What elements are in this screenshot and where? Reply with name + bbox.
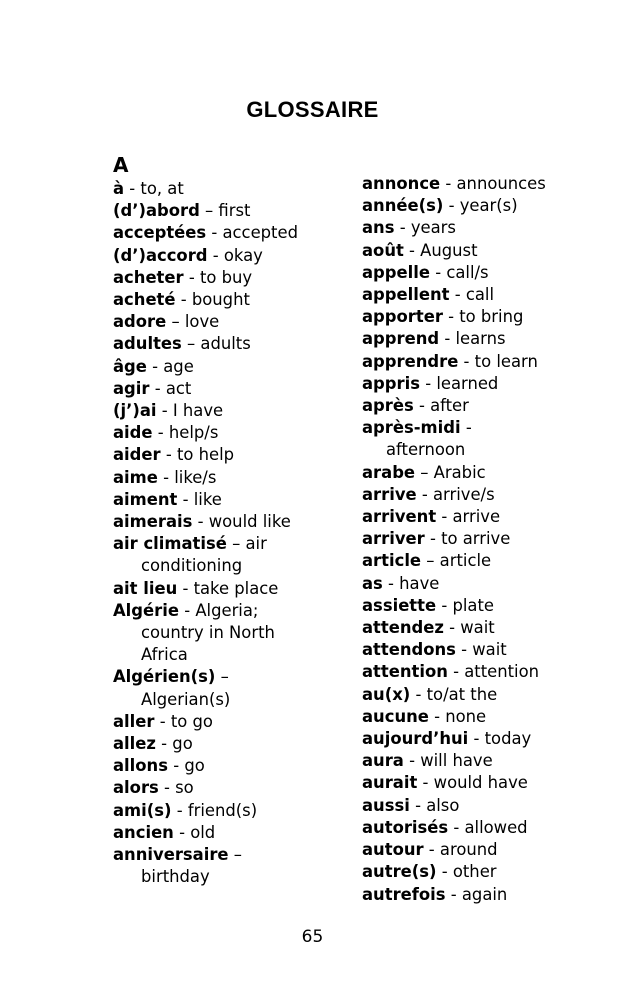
glossary-entry [113, 222, 353, 244]
glossary-definition: - to buy [183, 267, 253, 287]
glossary-term: attention [362, 662, 448, 682]
glossary-definition: – article [421, 551, 492, 571]
glossary-entry [362, 661, 612, 683]
glossary-term: apporter [362, 307, 443, 327]
glossary-term: (d’)abord [113, 201, 200, 221]
glossary-entry [113, 755, 353, 777]
glossary-definition: - to learn [458, 351, 538, 371]
glossary-definition: - will have [403, 751, 493, 771]
glossary-term: aider [113, 445, 161, 465]
glossary-entry [113, 467, 353, 489]
glossary-definition-continuation: afternoon [386, 440, 466, 460]
glossary-definition: - August [403, 240, 478, 260]
glossary-entry [362, 595, 612, 617]
glossary-definition: - bought [175, 290, 250, 310]
glossary-entry [362, 195, 612, 217]
glossary-entry [113, 711, 353, 733]
glossary-term: agir [113, 378, 150, 398]
glossary-term: alors [113, 778, 159, 798]
glossary-right-column [362, 173, 612, 906]
glossary-definition: - help/s [152, 423, 219, 443]
glossary-term: ait lieu [113, 578, 178, 598]
glossary-definition: - age [146, 356, 194, 376]
glossary-entry [362, 462, 612, 484]
glossary-definition: - today [468, 729, 532, 749]
glossary-term: aucune [362, 706, 429, 726]
section-letter: A [113, 153, 129, 177]
glossary-entry [362, 173, 612, 195]
glossary-term: appellent [362, 285, 450, 305]
glossary-term: allons [113, 756, 168, 776]
glossary-definition: - year(s) [443, 196, 518, 216]
glossary-term: attendons [362, 640, 456, 660]
glossary-entry [113, 666, 353, 710]
glossary-definition: - announces [440, 174, 546, 193]
glossary-entry [113, 378, 353, 400]
glossary-definition: - Algeria; [178, 600, 259, 620]
glossary-entry [113, 200, 353, 222]
glossary-term: adultes [113, 334, 182, 354]
glossary-term: acceptées [113, 223, 207, 243]
glossary-definition: - to arrive [424, 529, 511, 549]
glossary-definition: - have [382, 573, 440, 593]
glossary-definition: - none [428, 706, 487, 726]
glossary-definition: - go [167, 756, 205, 776]
glossary-term: âge [113, 356, 147, 376]
glossary-term: aussi [362, 795, 410, 815]
glossary-definition: – [228, 845, 242, 865]
glossary-term: à [113, 179, 125, 198]
glossary-term: autorisés [362, 817, 449, 837]
glossary-term: aura [362, 751, 404, 771]
glossary-definition-continuation: country in North [141, 623, 275, 643]
glossary-definition: – [215, 667, 229, 687]
glossary-term: appelle [362, 262, 430, 282]
glossary-term: annonce [362, 174, 441, 193]
glossary-definition-continuation: Algerian(s) [141, 689, 231, 709]
glossary-definition: - learns [439, 329, 506, 349]
glossary-definition: - old [173, 822, 216, 842]
glossary-entry [362, 328, 612, 350]
glossary-definition: - attention [447, 662, 540, 682]
glossary-term: (d’)accord [113, 245, 208, 265]
glossary-entry [362, 217, 612, 239]
glossary-entry [113, 844, 353, 888]
glossary-term: ami(s) [113, 800, 172, 820]
glossary-entry [113, 777, 353, 799]
page-title: GLOSSAIRE [246, 97, 379, 122]
glossary-entry [113, 178, 353, 200]
glossary-definition: - [460, 418, 472, 438]
glossary-entry [113, 733, 353, 755]
glossary-term: ancien [113, 822, 174, 842]
glossary-term: Algérien(s) [113, 667, 216, 687]
glossary-entry [113, 533, 353, 577]
glossary-term: adore [113, 312, 167, 332]
glossary-term: autre(s) [362, 862, 437, 882]
glossary-term: aimerais [113, 512, 193, 532]
glossary-entry [362, 506, 612, 528]
glossary-entry [362, 550, 612, 572]
glossary-entry [113, 422, 353, 444]
glossary-definition: - around [423, 840, 498, 860]
glossary-entry [362, 884, 612, 906]
glossary-term: allez [113, 734, 156, 754]
glossary-entry [362, 617, 612, 639]
glossary-term: août [362, 240, 404, 260]
glossary-definition: - to go [154, 711, 213, 731]
glossary-entry [362, 750, 612, 772]
glossary-term: aurait [362, 773, 418, 793]
glossary-entry [362, 684, 612, 706]
glossary-entry [362, 484, 612, 506]
glossary-term: apprendre [362, 351, 459, 371]
glossary-definition: - also [409, 795, 460, 815]
glossary-entry [113, 511, 353, 533]
glossary-definition: - would have [417, 773, 528, 793]
glossary-definition: - call/s [430, 262, 489, 282]
glossary-definition: - go [155, 734, 193, 754]
glossary-entry [362, 706, 612, 728]
glossary-entry [362, 395, 612, 417]
glossary-definition: - arrive [436, 507, 501, 527]
glossary-definition: – love [166, 312, 220, 332]
glossary-term: (j’)ai [113, 401, 157, 421]
glossary-definition: - after [413, 396, 469, 416]
glossary-entry [362, 772, 612, 794]
glossary-term: acheté [113, 290, 176, 310]
glossary-entry [113, 489, 353, 511]
glossary-entry [113, 400, 353, 422]
glossary-term: attendez [362, 618, 444, 638]
glossary-entry [113, 333, 353, 355]
glossary-definition-continuation: conditioning [141, 556, 243, 576]
glossary-entry [113, 600, 353, 667]
glossary-definition: - arrive/s [416, 484, 495, 504]
glossary-term: après [362, 396, 414, 416]
glossary-definition: - okay [207, 245, 263, 265]
glossary-entry [362, 839, 612, 861]
glossary-entry [362, 795, 612, 817]
glossary-term: arrive [362, 484, 417, 504]
glossary-entry [362, 240, 612, 262]
glossary-left-column [113, 178, 353, 889]
glossary-entry [362, 728, 612, 750]
glossary-definition: - other [436, 862, 497, 882]
glossary-term: assiette [362, 595, 437, 615]
glossary-term: aujourd’hui [362, 729, 469, 749]
glossary-definition: - accepted [206, 223, 298, 243]
glossary-definition-continuation: Africa [141, 645, 188, 665]
glossary-definition: - so [158, 778, 194, 798]
glossary-term: as [362, 573, 383, 593]
glossary-entry [113, 578, 353, 600]
glossary-definition-continuation: birthday [141, 867, 210, 887]
glossary-definition: - like/s [157, 467, 217, 487]
glossary-entry [362, 573, 612, 595]
glossary-definition: - wait [455, 640, 507, 660]
glossary-definition: - to help [160, 445, 235, 465]
glossary-entry [362, 306, 612, 328]
glossary-term: aime [113, 467, 158, 487]
glossary-definition: - act [149, 378, 192, 398]
glossary-entry [113, 267, 353, 289]
glossary-entry [362, 528, 612, 550]
glossary-term: arriver [362, 529, 425, 549]
glossary-definition: – air [226, 534, 267, 554]
page-number: 65 [301, 927, 324, 947]
glossary-definition: - years [394, 218, 456, 238]
glossary-entry [362, 373, 612, 395]
glossary-term: année(s) [362, 196, 444, 216]
glossary-entry [113, 800, 353, 822]
glossary-term: appris [362, 373, 420, 393]
glossary-definition: - allowed [448, 817, 528, 837]
glossary-definition: - I have [156, 401, 224, 421]
glossary-definition: - friend(s) [171, 800, 258, 820]
glossary-definition: - plate [436, 595, 494, 615]
glossary-term: air climatisé [113, 534, 227, 554]
glossary-term: après-midi [362, 418, 461, 438]
glossary-entry [113, 356, 353, 378]
glossary-entry [113, 822, 353, 844]
glossary-term: acheter [113, 267, 184, 287]
glossary-entry [113, 289, 353, 311]
glossary-term: article [362, 551, 422, 571]
glossary-entry [362, 639, 612, 661]
glossary-definition: - again [445, 884, 508, 904]
glossary-term: au(x) [362, 684, 411, 704]
glossary-entry [362, 817, 612, 839]
glossary-definition: – Arabic [415, 462, 486, 482]
glossary-entry [362, 262, 612, 284]
glossary-entry [113, 311, 353, 333]
glossary-definition: - take place [177, 578, 279, 598]
glossary-entry [362, 284, 612, 306]
glossary-term: Algérie [113, 600, 179, 620]
glossary-term: autour [362, 840, 424, 860]
glossary-definition: - call [449, 285, 494, 305]
glossary-definition: – adults [181, 334, 251, 354]
glossary-term: arabe [362, 462, 416, 482]
glossary-term: autrefois [362, 884, 446, 904]
glossary-entry [113, 245, 353, 267]
glossary-term: ans [362, 218, 395, 238]
glossary-term: anniversaire [113, 845, 229, 865]
glossary-term: arrivent [362, 507, 437, 527]
glossary-definition: - like [177, 489, 222, 509]
glossary-entry [113, 444, 353, 466]
glossary-entry [362, 417, 612, 461]
glossary-definition: - to/at the [410, 684, 498, 704]
glossary-entry [362, 861, 612, 883]
glossary-definition: - wait [443, 618, 495, 638]
glossary-definition: - would like [192, 512, 291, 532]
glossary-term: apprend [362, 329, 440, 349]
glossary-definition: - learned [419, 373, 499, 393]
glossary-definition: - to bring [442, 307, 524, 327]
glossary-term: aller [113, 711, 155, 731]
glossary-entry [362, 351, 612, 373]
glossary-term: aiment [113, 489, 178, 509]
glossary-definition: – first [199, 201, 251, 221]
glossary-definition: - to, at [124, 179, 184, 198]
glossary-term: aide [113, 423, 153, 443]
